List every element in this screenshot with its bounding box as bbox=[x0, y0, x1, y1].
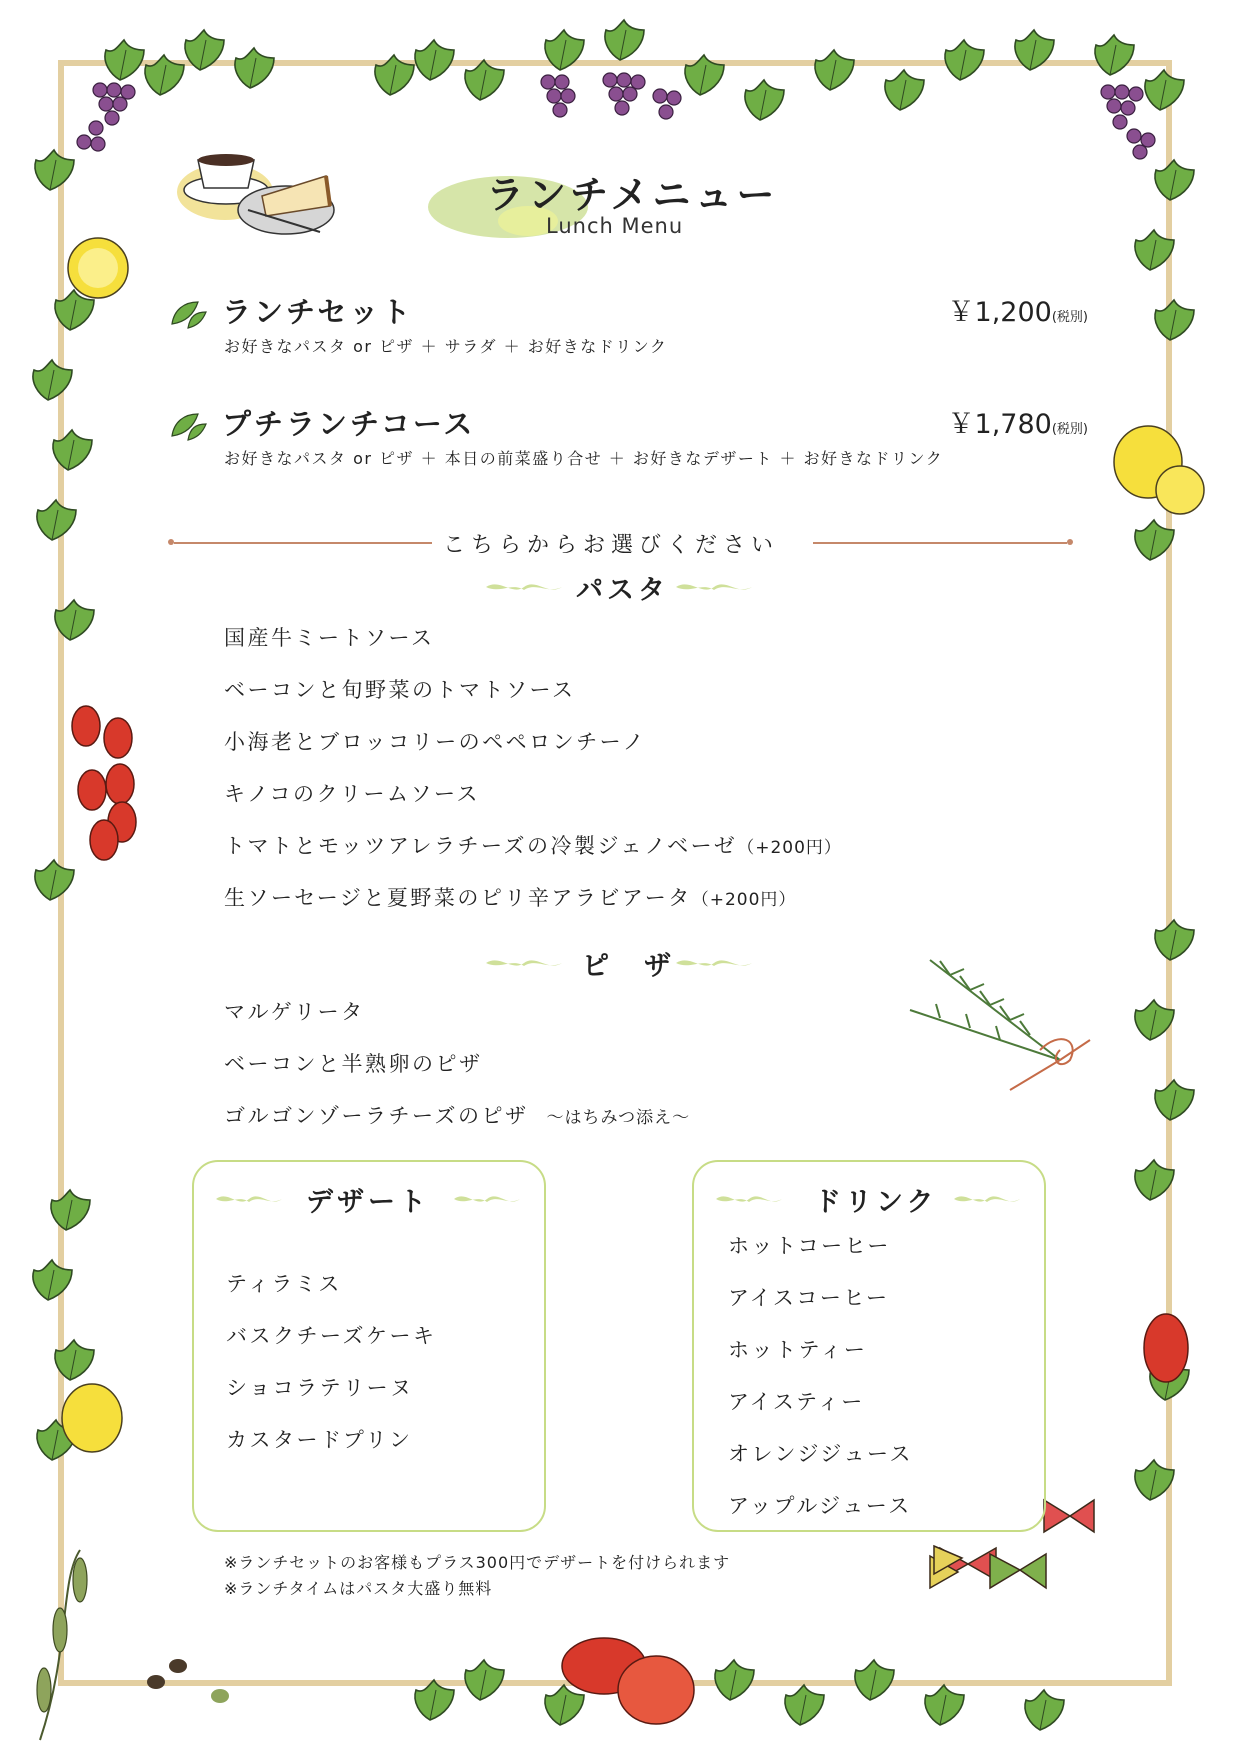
list-item: ベーコンと旬野菜のトマトソース bbox=[224, 678, 576, 702]
page-subtitle: Lunch Menu bbox=[546, 214, 684, 238]
drink-heading: ドリンク bbox=[714, 1180, 1024, 1220]
tomato-bottom bbox=[562, 1638, 694, 1724]
list-item: アイスティー bbox=[728, 1390, 865, 1414]
list-item: キノコのクリームソース bbox=[224, 782, 480, 806]
list-item: 国産牛ミートソース bbox=[224, 626, 435, 650]
wave-ornament bbox=[484, 954, 564, 972]
set-description: お好きなパスタ or ピザ ＋ 本日の前菜盛り合せ ＋ お好きなデザート ＋ お好きなドリンク bbox=[224, 449, 944, 468]
wave-ornament bbox=[452, 1190, 522, 1208]
wave-ornament bbox=[484, 578, 564, 596]
list-item: 生ソーセージと夏野菜のピリ辛アラビアータ（+200円） bbox=[224, 886, 797, 910]
leaf-icon bbox=[168, 404, 208, 444]
lemon-left-bottom bbox=[62, 1384, 122, 1452]
list-item: 小海老とブロッコリーのペペロンチーノ bbox=[224, 730, 647, 754]
wave-ornament bbox=[714, 1190, 784, 1208]
list-item: トマトとモッツアレラチーズの冷製ジェノベーゼ（+200円） bbox=[224, 834, 842, 858]
right-vine-leaves bbox=[1135, 160, 1194, 1500]
set-name: プチランチコース bbox=[222, 407, 476, 441]
list-item: ホットコーヒー bbox=[728, 1234, 891, 1258]
grape-cluster-center bbox=[541, 73, 681, 119]
list-item: ゴルゴンゾーラチーズのピザ ～はちみつ添え～ bbox=[224, 1104, 691, 1128]
pizza-heading: ピ ザ bbox=[484, 944, 754, 984]
drink-box bbox=[692, 1160, 1046, 1532]
wave-ornament bbox=[674, 578, 754, 596]
list-item: ショコラテリーヌ bbox=[226, 1376, 414, 1400]
list-item: オレンジジュース bbox=[728, 1442, 913, 1466]
set-name: ランチセット bbox=[222, 295, 414, 329]
wave-ornament bbox=[674, 954, 754, 972]
wave-ornament bbox=[952, 1190, 1022, 1208]
tomato-right bbox=[1144, 1314, 1188, 1382]
rosemary-sprig bbox=[910, 960, 1090, 1090]
coffee-and-cake bbox=[177, 154, 334, 234]
grape-cluster-left bbox=[77, 83, 135, 151]
dessert-box bbox=[192, 1160, 546, 1532]
olive-branch bbox=[37, 1550, 229, 1740]
pasta-heading: パスタ bbox=[484, 568, 754, 608]
list-item: アイスコーヒー bbox=[728, 1286, 890, 1310]
list-item: ティラミス bbox=[226, 1272, 342, 1296]
set-price: ￥1,200(税別) bbox=[947, 297, 1088, 328]
top-vine-leaves bbox=[105, 20, 1184, 120]
lemon-left-top bbox=[68, 238, 128, 298]
list-item: ホットティー bbox=[728, 1338, 868, 1362]
footnote: ※ランチタイムはパスタ大盛り無料 bbox=[224, 1579, 493, 1598]
leaf-icon bbox=[168, 292, 208, 332]
choose-divider bbox=[168, 528, 1073, 558]
cherry-tomatoes bbox=[72, 706, 136, 860]
bottom-vine-leaves bbox=[415, 1660, 1064, 1730]
set-price: ￥1,780(税別) bbox=[947, 409, 1088, 440]
footnote: ※ランチセットのお客様もプラス300円でデザートを付けられます bbox=[224, 1553, 731, 1572]
list-item: ベーコンと半熟卵のピザ bbox=[224, 1052, 483, 1076]
list-item: バスクチーズケーキ bbox=[226, 1324, 437, 1348]
page-title: ランチメニュー bbox=[486, 173, 779, 217]
list-item: マルゲリータ bbox=[224, 1000, 365, 1024]
list-item: アップルジュース bbox=[728, 1494, 912, 1518]
set-description: お好きなパスタ or ピザ ＋ サラダ ＋ お好きなドリンク bbox=[224, 337, 668, 356]
dessert-heading: デザート bbox=[214, 1180, 524, 1220]
list-item: カスタードプリン bbox=[226, 1428, 413, 1452]
lemon-right bbox=[1114, 426, 1204, 514]
choose-label: こちらからお選びください bbox=[443, 533, 780, 558]
wave-ornament bbox=[214, 1190, 284, 1208]
